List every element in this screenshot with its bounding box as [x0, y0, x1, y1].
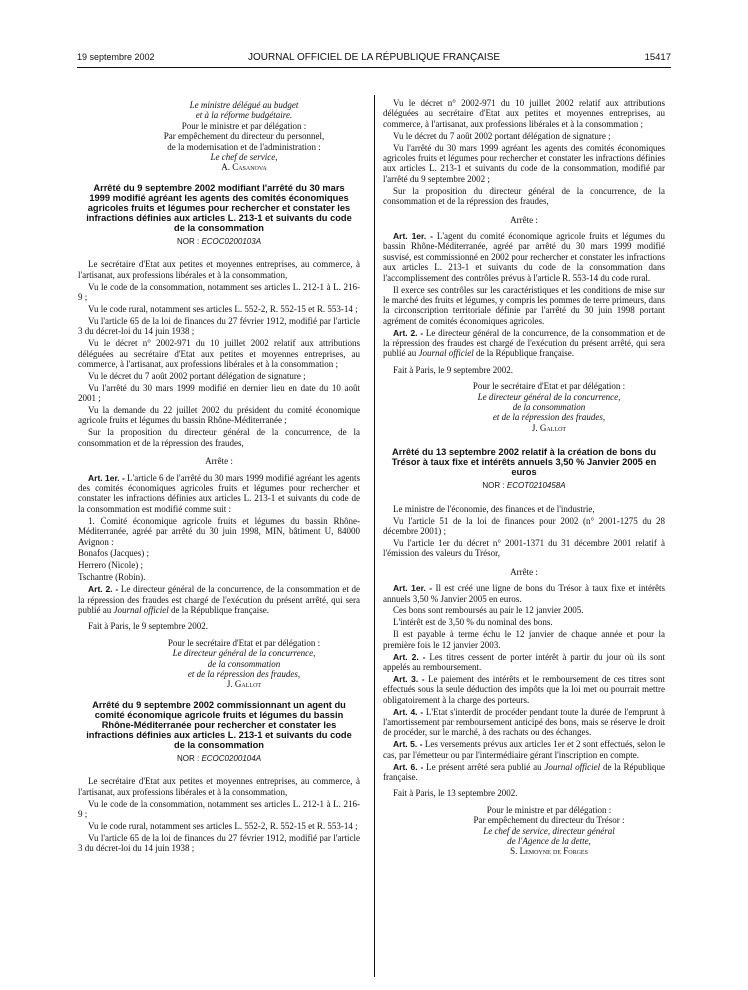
signature-line: Le directeur général de la concurrence, [477, 391, 621, 402]
signature-line: de l'Agence de la dette, [507, 836, 591, 847]
paragraph: Vu l'arrêté du 30 mars 1999 modifié en dernier lieu en date du 10 août 2001 ; [78, 382, 360, 404]
list-item: Tschantre (Robin). [78, 572, 146, 583]
paragraph: Vu le code rural, notamment ses articles L. 552-2, R. 552-15 et R. 553-14 ; [88, 303, 358, 314]
paragraph: Vu l'article 65 de la loi de finances du 27 février 1912, modifié par l'article 3 du décret-loi du 14 juin 1938 ; [78, 832, 360, 854]
paragraph: Vu la demande du 22 juillet 2002 du président du comité économique agricole fruits et légumes du bassin Rhône-Méditerranée ; [78, 405, 360, 426]
decree-title: Arrêté du 9 septembre 2002 commissionnant un agent du comité économique agricole fruits et légumes du bassin Rhône-Méditerranée pour rechercher et constater les infractions définies aux articles L. 213-1 et suivants du code de la consommation [86, 699, 352, 750]
signature-line: Par empêchement du directeur du personnel, [163, 131, 325, 142]
paragraph: 1. Comité économique agricole fruits et légumes du bassin Rhône-Méditerranée, agréé par arrêté du 30 juin 1998, MIN, bâtiment U, 84000 Avignon : [78, 515, 360, 547]
journal-title: JOURNAL OFFICIEL DE LA RÉPUBLIQUE FRANÇAISE [247, 52, 501, 63]
signature-line: Par empêchement du directeur du Trésor : [473, 815, 625, 826]
paragraph: Le ministre de l'économie, des finances et de l'industrie, [393, 503, 595, 514]
article: Art. 4. - L'Etat s'interdit de procéder pendant toute la durée de l'emprunt à l'amortissement par remboursement anticipé des bons, mais se réserve le droit de procéder, sur le marché, à des rachats ou des échanges. [383, 706, 665, 738]
article: Art. 3. - Le paiement des intérêts et le remboursement de ces titres sont effectués sous la seule déduction des impôts que la loi met ou pourrait mettre obligatoirement à la charge des porteurs. [383, 673, 666, 705]
header-date: 19 septembre 2002 [77, 52, 155, 62]
signature-line: de la consommation [207, 658, 281, 669]
paragraph: Il exerce ses contrôles sur les caractéristiques et les conditions de mise sur le marché des fruits et légumes, y compris les pommes de terre primeurs, dans la circonscription territoriale définie par l'arrêté du 30 juin 1998 portant agrément de comités économiques agricoles. [383, 284, 665, 326]
nor-reference: NOR : ECOC0200104A [176, 753, 262, 763]
signatory-name: J. Gallot [531, 422, 567, 433]
article: Art. 1er. - L'agent du comité économique agricole fruits et légumes du bassin Rhône-Méditerranée, agréé par arrêté du 30 mars 1999 modifié susvisé, est commissionné en 2002 pour rechercher et constater les infractions aux articles L. 213-1 et suivants du code de la consommation dans l'accomplissement des contrôles prévus à l'article R. 553-14 du code rural. [383, 230, 665, 283]
signature-line: et de la répression des fraudes, [187, 668, 301, 679]
paragraph: Vu l'article 1er du décret n° 2001-1371 du 31 décembre 2001 relatif à l'émission des valeurs du Trésor, [383, 537, 665, 559]
paragraph: Le secrétaire d'Etat aux petites et moyennes entreprises, au commerce, à l'artisanat, aux professions libérales et à la consommation, [78, 259, 360, 280]
signature-line: Le chef de service, directeur général [483, 825, 615, 836]
signature-line: de la modernisation et de l'administration : [167, 141, 321, 152]
signature-line: Pour le secrétaire d'Etat et par délégation : [167, 637, 321, 648]
arrete-heading: Arrête : [510, 566, 538, 577]
paragraph: Vu l'arrêté du 30 mars 1999 agréant les agents des comités économiques agricoles fruits et légumes pour rechercher et constater les infractions définies aux articles L. 213-1 et suivants du code de la consommation, modifié par l'arrêté du 9 septembre 2002 ; [383, 142, 665, 184]
column-divider [374, 95, 375, 977]
article: Art. 2. - Les titres cessent de porter intérêt à partir du jour où ils sont appelés au remboursement. [383, 651, 665, 672]
left-column [78, 100, 360, 855]
signature-line: Le chef de service, [210, 152, 278, 163]
article: Art. 2. - Le directeur général de la concurrence, de la consommation et de la répression des fraudes est chargé de l'exécution du présent arrêté, qui sera publié au Journal officiel de la République française. [383, 327, 666, 359]
paragraph: Sur la proposition du directeur général de la concurrence, de la consommation et de la répression des fraudes, [383, 185, 665, 207]
signature-line: Pour le secrétaire d'Etat et par délégation : [472, 381, 626, 392]
paragraph: Vu le décret du 7 août 2002 portant délégation de signature ; [88, 370, 306, 381]
paragraph: Vu le code de la consommation, notamment ses articles L. 212-1 à L. 216-9 ; [78, 798, 360, 819]
signature-line: et à la réforme budgétaire. [195, 110, 293, 121]
paragraph: Vu le décret n° 2002-971 du 10 juillet 2002 relatif aux attributions déléguées au secrétaire d'Etat aux petites et moyennes entreprises, au commerce, à l'artisanat, aux professions libérales et à la consommation ; [383, 98, 665, 129]
signatory-name: A. Casanova [221, 162, 267, 173]
date-line: Fait à Paris, le 13 septembre 2002. [393, 788, 518, 799]
header-rule [77, 67, 671, 68]
paragraph: Vu le code de la consommation, notamment ses articles L. 212-1 à L. 216-9 ; [78, 281, 360, 302]
paragraph: Ces bons sont remboursés au pair le 12 janvier 2005. [393, 605, 584, 616]
article: Art. 2. - Le directeur général de la concurrence, de la consommation et de la répression des fraudes est chargé de l'exécution du présent arrêté, qui sera publié au Journal officiel de la République française. [78, 584, 361, 615]
signature-line: Le ministre délégué au budget [189, 100, 299, 110]
paragraph: Vu le code rural, notamment ses articles L. 552-2, R. 552-15 et R. 553-14 ; [88, 820, 358, 831]
article: Art. 1er. - Il est créé une ligne de bons du Trésor à taux fixe et intérêts annuels 3,50 % Janvier 2005 en euros. [383, 583, 665, 604]
list-item: Bonafos (Jacques) ; [78, 548, 149, 559]
list-item: Herrero (Nicole) ; [78, 560, 143, 571]
paragraph: Il est payable à terme échu le 12 janvier de chaque année et pour la première fois le 12 janvier 2003. [383, 629, 665, 650]
nor-reference: NOR : ECOC0200103A [176, 236, 262, 246]
article: Art. 5. - Les versements prévus aux articles 1er et 2 sont effectués, selon le cas, par l'émetteur ou par l'intermédiaire gérant l'inscription en compte. [383, 739, 665, 760]
article: Art. 1er. - L'article 6 de l'arrêté du 30 mars 1999 modifié agréant les agents des comités économiques agricoles fruits et légumes pour rechercher et constater les infractions définies aux articles L. 213-1 et suivants du code de la consommation est modifié comme suit : [78, 472, 361, 514]
date-line: Fait à Paris, le 9 septembre 2002. [88, 621, 208, 632]
page-header [77, 52, 671, 66]
nor-reference: NOR : ECOT0210458A [482, 481, 566, 491]
paragraph: L'intérêt est de 3,50 % du nominal des bons. [393, 617, 553, 628]
signature-line: Le directeur général de la concurrence, [172, 648, 316, 659]
paragraph: Vu l'article 65 de la loi de finances du 27 février 1912, modifié par l'article 3 du décret-loi du 14 juin 1938 ; [78, 315, 360, 337]
signatory-name: J. Gallot [226, 679, 262, 690]
right-column [383, 98, 665, 857]
page-number: 15417 [644, 52, 671, 63]
decree-title: Arrêté du 13 septembre 2002 relatif à la création de bons du Trésor à taux fixe et intérêts annuels 3,50 % Janvier 2005 en euros [391, 447, 657, 478]
signature-line: de la consommation [512, 402, 586, 413]
paragraph: Vu l'article 51 de la loi de finances pour 2002 (n° 2001-1275 du 28 décembre 2001) ; [383, 515, 665, 536]
article: Art. 6. - Le présent arrêté sera publié au Journal officiel de la République française. [383, 761, 666, 783]
arrete-heading: Arrête : [205, 456, 233, 467]
arrete-heading: Arrête : [510, 214, 538, 225]
paragraph: Sur la proposition du directeur général de la concurrence, de la consommation et de la répression des fraudes, [78, 427, 360, 448]
date-line: Fait à Paris, le 9 septembre 2002. [393, 364, 513, 375]
decree-title: Arrêté du 9 septembre 2002 modifiant l'arrêté du 30 mars 1999 modifié agréant les agents des comités économiques agricoles fruits et légumes pour rechercher et constater les infractions définies aux articles L. 213-1 et suivants du code de la consommation [86, 182, 352, 233]
paragraph: Le secrétaire d'Etat aux petites et moyennes entreprises, au commerce, à l'artisanat, aux professions libérales et à la consommation, [78, 776, 360, 797]
paragraph: Vu le décret du 7 août 2002 portant délégation de signature ; [393, 130, 611, 141]
signature-line: Pour le ministre et par délégation : [181, 120, 307, 131]
signatory-name: S. Lemoyne de Forges [510, 846, 588, 857]
paragraph: Vu le décret n° 2002-971 du 10 juillet 2002 relatif aux attributions déléguées au secrétaire d'Etat aux petites et moyennes entreprises, au commerce, à l'artisanat, aux professions libérales et à la consommation ; [78, 338, 360, 369]
signature-line: et de la répression des fraudes, [492, 412, 606, 423]
signature-line: Pour le ministre et par délégation : [486, 804, 612, 815]
